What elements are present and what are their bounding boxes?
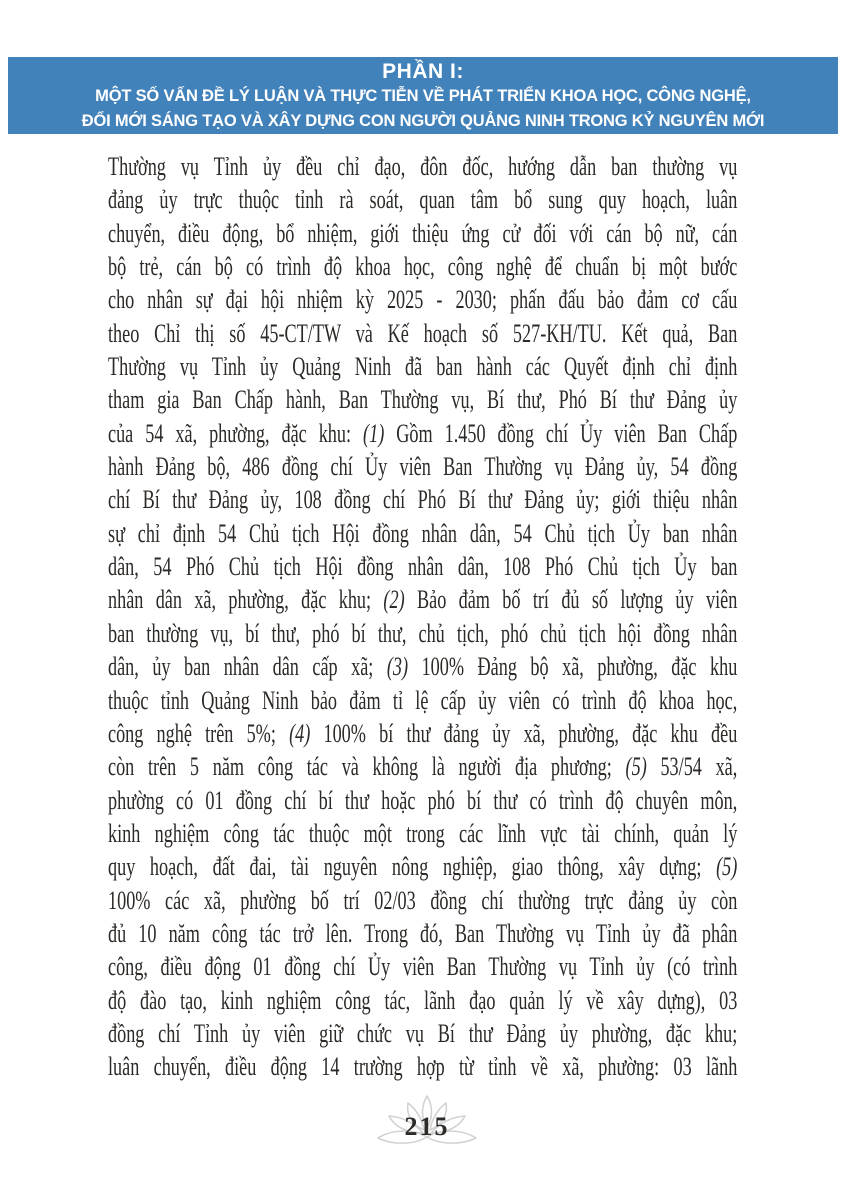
text-line: ban thường vụ, bí thư, phó bí thư, chủ tịch, phó chủ tịch hội đồng nhân — [108, 618, 738, 648]
text-line: chuyển, điều động, bổ nhiệm, giới thiệu ứng cử đối với cán bộ nữ, cán — [108, 218, 738, 248]
text-line: sự chỉ định 54 Chủ tịch Hội đồng nhân dân, 54 Chủ tịch Ủy ban nhân — [108, 518, 738, 548]
text-line: theo Chỉ thị số 45-CT/TW và Kế hoạch số 527-KH/TU. Kết quả, Ban — [108, 318, 738, 348]
text-line: thuộc tỉnh Quảng Ninh bảo đảm tỉ lệ cấp ủy viên có trình độ khoa học, — [108, 685, 738, 715]
section-part-label: PHẦN I: — [382, 60, 464, 83]
section-banner — [8, 57, 838, 134]
body-paragraph — [108, 150, 737, 1084]
text-line: độ đào tạo, kinh nghiệm công tác, lãnh đạo quản lý về xây dựng), 03 — [108, 985, 738, 1015]
text-line: luân chuyển, điều động 14 trường hợp từ tỉnh về xã, phường: 03 lãnh — [108, 1052, 738, 1082]
text-line: kinh nghiệm công tác thuộc một trong các lĩnh vực tài chính, quản lý — [108, 818, 738, 848]
section-title-line-2: ĐỔI MỚI SÁNG TẠO VÀ XÂY DỰNG CON NGƯỜI QUẢNG NINH TRONG KỶ NGUYÊN MỚI — [81, 112, 765, 130]
text-line: hành Đảng bộ, 486 đồng chí Ủy viên Ban Thường vụ Đảng ủy, 54 đồng — [108, 452, 738, 482]
text-line: đồng chí Tỉnh ủy viên giữ chức vụ Bí thư Đảng ủy phường, đặc khu; — [108, 1018, 738, 1048]
page-number: 215 — [404, 1112, 450, 1141]
section-title-line-1: MỘT SỐ VẤN ĐỀ LÝ LUẬN VÀ THỰC TIỄN VỀ PHÁT TRIỂN KHOA HỌC, CÔNG NGHỆ, — [95, 87, 751, 105]
text-line: nhân dân xã, phường, đặc khu; (2) Bảo đảm bố trí đủ số lượng ủy viên — [108, 585, 738, 615]
text-line: dân, ủy ban nhân dân cấp xã; (3) 100% Đảng bộ xã, phường, đặc khu — [108, 652, 738, 682]
text-line: còn trên 5 năm công tác và không là người địa phương; (5) 53/54 xã, — [108, 752, 738, 782]
text-line: Thường vụ Tỉnh ủy đều chỉ đạo, đôn đốc, hướng dẫn ban thường vụ — [108, 152, 738, 181]
text-line: công nghệ trên 5%; (4) 100% bí thư đảng ủy xã, phường, đặc khu đều — [108, 718, 738, 748]
text-line: đảng ủy trực thuộc tỉnh rà soát, quan tâm bổ sung quy hoạch, luân — [108, 185, 738, 215]
text-line: chí Bí thư Đảng ủy, 108 đồng chí Phó Bí thư Đảng ủy; giới thiệu nhân — [108, 485, 738, 515]
text-line: bộ trẻ, cán bộ có trình độ khoa học, công nghệ để chuẩn bị một bước — [108, 252, 738, 282]
text-line: dân, 54 Phó Chủ tịch Hội đồng nhân dân, 108 Phó Chủ tịch Ủy ban — [108, 552, 738, 582]
text-line: quy hoạch, đất đai, tài nguyên nông nghiệp, giao thông, xây dựng; (5) — [108, 852, 738, 882]
text-line: cho nhân sự đại hội nhiệm kỳ 2025 - 2030; phấn đấu bảo đảm cơ cấu — [108, 285, 738, 315]
text-line: Thường vụ Tỉnh ủy Quảng Ninh đã ban hành các Quyết định chỉ định — [108, 352, 738, 382]
text-line: đủ 10 năm công tác trở lên. Trong đó, Ban Thường vụ Tỉnh ủy đã phân — [108, 918, 738, 948]
text-line: phường có 01 đồng chí bí thư hoặc phó bí thư có trình độ chuyên môn, — [108, 785, 738, 815]
text-line: 100% các xã, phường bố trí 02/03 đồng chí thường trực đảng ủy còn — [108, 885, 738, 915]
text-line: công, điều động 01 đồng chí Ủy viên Ban Thường vụ Tỉnh ủy (có trình — [108, 952, 738, 982]
text-line: của 54 xã, phường, đặc khu: (1) Gồm 1.450 đồng chí Ủy viên Ban Chấp — [108, 418, 738, 448]
page-footer — [372, 1092, 482, 1154]
text-line: tham gia Ban Chấp hành, Ban Thường vụ, Bí thư, Phó Bí thư Đảng ủy — [108, 385, 738, 415]
